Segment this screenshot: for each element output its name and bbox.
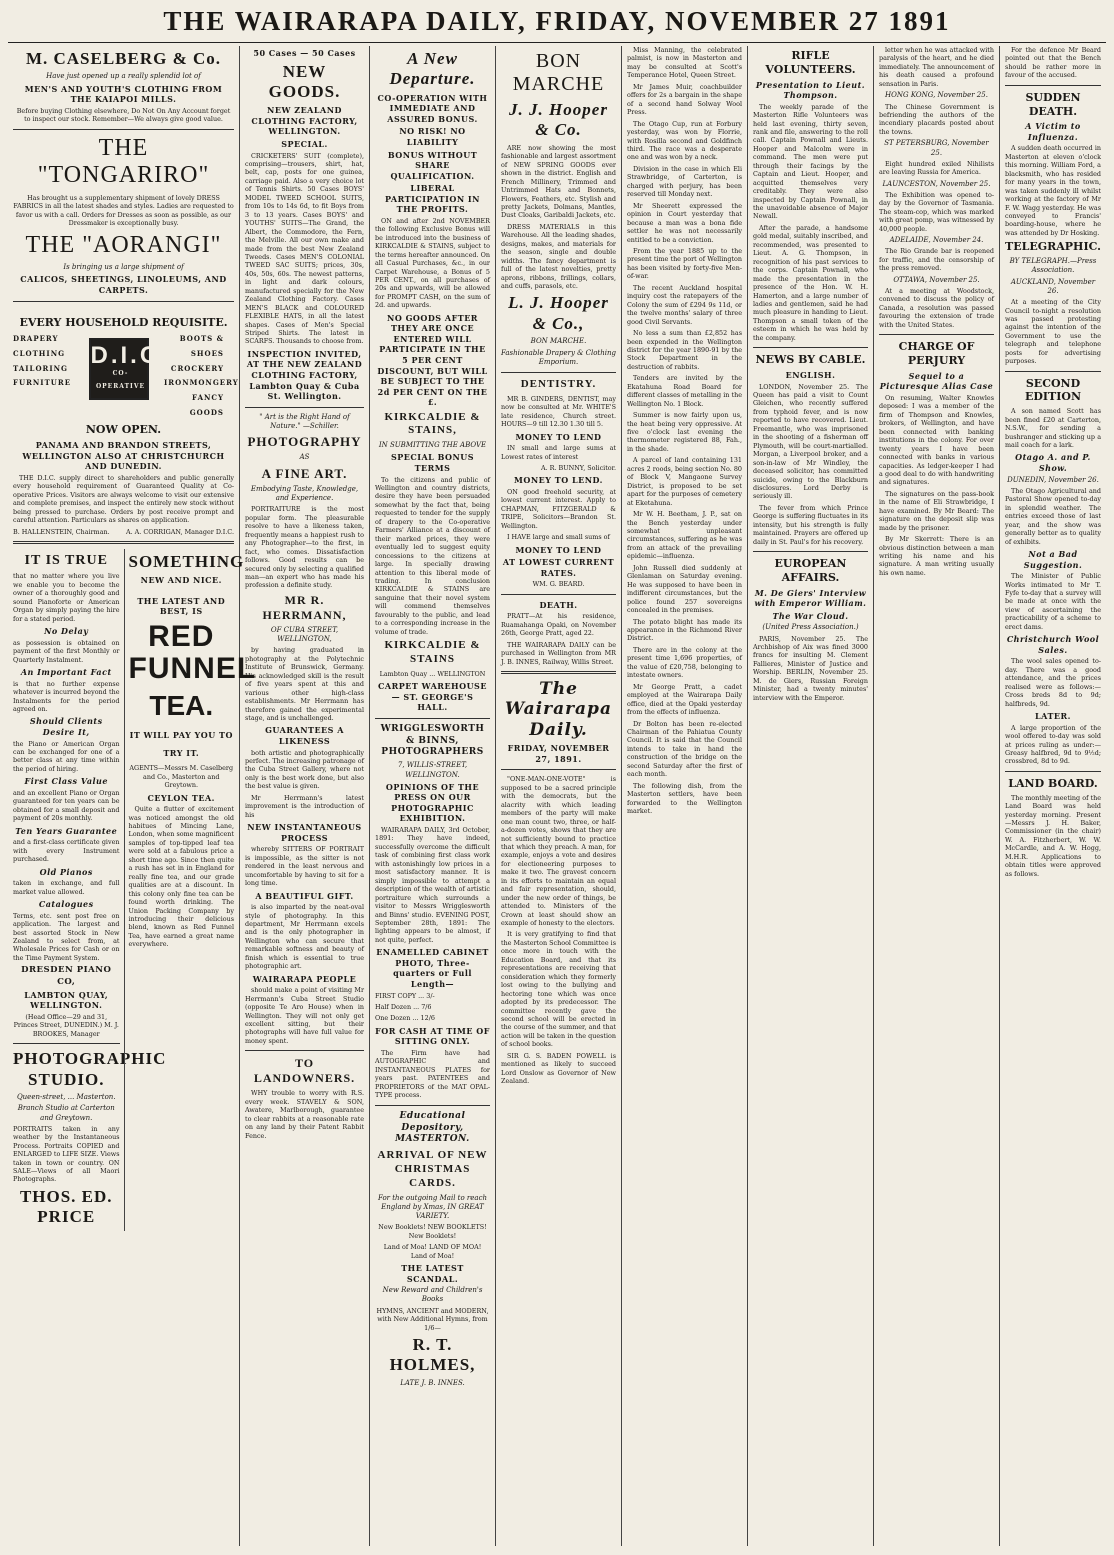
subhead: OPINIONS OF THE PRESS ON OUR PHOTOGRAPHIC EXHIBITION. — [385, 781, 480, 824]
divider — [879, 334, 994, 335]
paragraph: A son named Scott has been fined £20 at Carterton, N.S.W., for sending a bushranger and sticking up a mail coach for a lark. — [1005, 407, 1101, 450]
subhead: BON MARCHE. — [530, 337, 587, 346]
paragraph: The Otago Cup, run at Forbury yesterday, was won by Florrie, with Rosilla second and Goldfinch third. The race was a desperate one and was won by a neck. — [627, 119, 742, 162]
dateline: AUCKLAND, November 26. — [1010, 277, 1096, 295]
paragraph: Mr W. H. Beetham, J. P., sat on the Bench yesterday under somewhat unpleasant circumstances, suffering as he was from an attack of the prevailing epidemic—influenza. — [627, 510, 742, 561]
herrmann-address: OF CUBA STREET, WELLINGTON, — [270, 625, 339, 644]
caselberg-sub: Have just opened up a really splendid lot of — [46, 72, 201, 81]
paragraph: Mr George Pratt, a cadet employed at the Wairarapa Daily office, died at the Opaki yesterday from the effects of influenza. — [627, 682, 742, 717]
paragraph: Mr Herrmann's latest improvement is the introduction of his — [245, 793, 364, 819]
subhead: AT LOWEST CURRENT RATES. — [502, 557, 615, 578]
paragraph: The signatures on the pass-book in the name of Eli Strawbridge, I have examined. By Mr Beard: The signature on the deposit slip was made by the prisoner. — [879, 489, 994, 532]
paragraph: Tenders are invited by the Ekatahuna Road Board for different classes of metalling in the Wellington No. 1 Block. — [627, 374, 742, 408]
subhead: An Important Fact — [20, 667, 112, 678]
caselberg-line: MEN'S AND YOUTH'S CLOTHING FROM THE KAIAPOI MILLS. — [24, 83, 223, 105]
subhead: A Victim to Influenza. — [1025, 121, 1081, 142]
it-will-pay: IT WILL PAY YOU TO TRY IT. — [129, 729, 233, 758]
paragraph: Mr Sheerett expressed the opinion in Court yesterday that because a man was a bona fide settler he was not necessarily entitled to be a conviction. — [627, 201, 742, 244]
educational-title: Educational Depository, MASTERTON. — [395, 1110, 470, 1145]
subhead: LATE J. B. INNES. — [400, 1378, 465, 1387]
paragraph: No less a sum than £2,852 has been expended in the Wellington district for the year 1890-91 by the Stock Department in the destruction of rabbits. — [627, 329, 742, 371]
hooper-title: J. J. Hooper & Co. — [509, 100, 608, 140]
subhead: MONEY TO LEND — [515, 431, 602, 442]
holmes-title: R. T. HOLMES, — [389, 1335, 476, 1375]
paragraph: letter when he was attacked with paralysis of the heart, and he died immediately. The announcement of his death caused a profound sensation in Paris. — [879, 46, 994, 88]
subhead: Christchurch Wool Sales. — [1006, 634, 1100, 655]
subhead: NEW INSTANTANEOUS PROCESS — [247, 822, 362, 843]
divider — [1005, 85, 1101, 86]
list-item: IRONMONGERY — [164, 378, 239, 388]
now-open: NOW OPEN. — [85, 423, 162, 437]
dateline: ADELAIDE, November 24. — [889, 236, 984, 245]
list-item: FURNITURE — [13, 378, 72, 388]
divider — [245, 407, 364, 408]
second-edition-title: SECOND EDITION — [1024, 376, 1082, 404]
dic-logo — [89, 338, 162, 415]
ceylon-text: Quite a flutter of excitement was noticed amongst the old habitues of Mincing Lane, London, when some magnificent samples of top-tipped leaf tea were sold at a fabulous price a short time ago. Since then quite a rush has set in in England for really fine tea, and our grade qualities are at a discount. In this colony only fine tea can be found worth drinking. The Union Packing Company by introducing their delicious blend, known as Red Funnel Tea, have earned a great name everywhere. — [128, 805, 234, 949]
special-text: CRICKETERS' SUIT (complete), comprising—trousers, shirt, hat, belt, cap, posts for one guinea, carriage paid. Also a very choice lot of Tennis Shirts. 50 Cases BOYS' MODEL TWEED SCHOOL SUITS, from 10s to 14s 6d, to fit Boys from 3 to 13 years. Cases BOYS' and YOUTHS' SUITS—The Grand, the Albert, the Commodore, the Fern, the Melville. All our own make and made from the best New Zealand Tweeds. Cases MEN'S COLONIAL TWEED SAC SUITS; prices, 30s, 40s, 50s, 60s. The newest patterns, in light and dark colours, manufactured specially for the New Zealand Clothing Factory. Cases MEN'S BLACK and COLOURED FLEXIBLE HATS, in all the latest shapes. Cases of Men's Special Striped Shirts. The latest in SCARFS. Thousands to choose from. — [245, 151, 364, 346]
paragraph: The monthly meeting of the Land Board was held yesterday morning. Present—Messrs J. H. Baker, Commissioner (in the chair) W. A. Fitzherbert, W. W. McCardle, and A. W. Hogg, M.H.R. Applications to obtain titles were approved as follows. — [1005, 793, 1101, 878]
subhead: Ten Years Guarantee — [15, 825, 118, 836]
subhead: Not a Bad Suggestion. — [1023, 548, 1083, 570]
subhead: CO-OPERATION WITH IMMEDIATE AND ASSURED BONUS. — [377, 92, 488, 124]
subhead: NO RISK! NO LIABILITY — [399, 126, 466, 147]
subhead: First Class Value — [24, 776, 108, 787]
paragraph: The Rio Grande bar is reopened for traffic, and the censorship of the press removed. — [879, 247, 994, 273]
masthead-rule — [8, 42, 1106, 43]
paragraph: PORTRAITURE is the most popular form. The pleasurable resolve to have a likeness taken, frequently means a happiest rush to any Photographer—to the first, in fact, who comes. Dissatisfaction follows. Good results can be secured only by selecting a qualified man—an expert who has made his profession a definite study. — [245, 505, 364, 590]
paragraph: and a first-class certificate given with every Instrument purchased. — [13, 838, 120, 864]
subhead: LIBERAL PARTICIPATION IN THE PROFITS. — [385, 183, 480, 215]
divider — [501, 769, 616, 770]
dresden-title: DRESDEN PIANO CO, — [21, 965, 112, 987]
divider — [13, 541, 234, 544]
subhead: BY TELEGRAPH.—Press Association. — [1009, 257, 1097, 275]
subhead: ENGLISH. — [785, 370, 836, 381]
subhead: No Delay — [44, 626, 89, 637]
paragraph: At a meeting at Woodstock, convened to discuss the policy of Canada, a resolution was passed favouring the extension of trade with the United States. — [879, 287, 994, 329]
paragraph: DRESS MATERIALS in this Warehouse. All the leading shades, designs, makes, and materials for the season, single and double widths. The fancy department is full of the latest novelties, pretty aprons, ribbons, frillings, collars, and cuffs, parasols, etc. — [501, 222, 616, 291]
subhead: ENAMELLED CABINET PHOTO, Three-quarters or Full Length— — [376, 947, 489, 989]
aorangi-line: CALICOS, SHEETINGS, LINOLEUMS, AND CARPETS. — [20, 274, 227, 295]
list-item: CROCKERY — [170, 363, 224, 373]
paragraph: A sudden death occurred in Masterton at eleven o'clock this morning. William Ford, a blacksmith, who has resided for many years in the town, was taken suddenly ill whilst working at the factory of Mr F. W. Wagg yesterday. He was conveyed to Francis' boarding-house, where he was attended by Dr Hosking. — [1005, 144, 1101, 237]
column-8 — [1000, 46, 1106, 1546]
paragraph: After the parade, a handsome gold medal, suitably inscribed, and recommended, was presented to Lieut. A. G. Thompson, in recognition of his past services to the corps. Captain Pownall, who made the presentation in the presence of the Hon. W. H. Hamerton, and a large number of ladies and gentlemen, said he had much pleasure in handing to Lieut. Thompson a small token of the esteem in which he was held by the company. — [753, 223, 868, 342]
paragraph: WAIRARAPA DAILY, 3rd October, 1891: They have indeed, successfully overcome the difficult task of combining first class work with astonishingly low prices in a most satisfactory manner. It is simply impossible to attempt a description of the wealth of artistic portraiture which surrounds a visitor to Messrs Wrigglesworth and Binns' studio. EVENING POST, September 28th, 1891: The lighting appears to be almost, if not quite, perfect. — [375, 826, 490, 944]
paragraph: Dr Bolton has been re-elected Chairman of the Pahiatua County Council. It is said that the Council intends to take in hand the construction of the bridge on the second Saturday after the first of each month. — [627, 719, 742, 779]
paragraph: LONDON, November 25. The Queen has paid a visit to Count Gleichen, who recently suffered from typhoid fever, and is now reported to have recovered. Lieut. Freemantle, who was imprisoned in the shooting of a fisherman off Plymouth, will be court-martialled. Morgan, a Liverpool broker, and a son-in-law of Mr Windley, the deceased solicitor, has committed suicide, owing to the Blackburn disclosures. Lord Derby is seriously ill. — [753, 382, 868, 501]
subhead: (United Press Association.) — [762, 623, 859, 632]
paragraph: the Piano or American Organ can be exchanged for one of a better class at any time within the period of hiring. — [13, 739, 120, 773]
paragraph: The Firm have had AUTOGRAPHIC and INSTANTANEOUS PLATES for years past. PATENTEES and PROPRIETORS of the MAT OPAL-TYPE process. — [375, 1049, 490, 1100]
paragraph: By Mr Skerrett: There is an obvious distinction between a man writing his name and his signature. A man writing usually his own name. — [879, 535, 994, 577]
paragraph: MR B. GINDERS, DENTIST, may now be consulted at Mr. WHITE'S late residence, Church street. HOURS—9 till 12.30 1.30 till 5. — [501, 394, 616, 429]
paragraph: and an excellent Piano or Organ guaranteed for ten years can be obtained for a small deposit and payment of 20s monthly. — [13, 788, 120, 823]
subhead: Presentation to Lieut. Thompson. — [755, 79, 866, 101]
quote: " Art is the Right Hand of Nature." —Schiller. — [259, 412, 350, 430]
paragraph: The Minister of Public Works intimated to Mr T. Fyfe to-day that a survey will be made at once with the view of ascertaining the practicability of a scheme to erect dams. — [1005, 572, 1101, 631]
requisite-title: EVERY HOUSEHOLD REQUISITE. — [19, 315, 228, 329]
paragraph: as possession is obtained on payment of the first Monthly or Quarterly Instalment. — [13, 638, 120, 664]
studio-branch: Branch Studio at Carterton and Greytown. — [17, 1104, 115, 1122]
ceylon-title: CEYLON TEA. — [147, 792, 215, 803]
list-item: DRAPERY — [13, 334, 59, 344]
date-line: FRIDAY, NOVEMBER 27, 1891. — [507, 743, 610, 764]
divider — [753, 551, 868, 552]
paragraph: ON good freehold security, at lowest current interest. Apply to CHAPMAN, FITZGERALD & TRIPE, Solicitors—Brandon St. Wellington. — [501, 487, 616, 530]
subhead: GUARANTEES A LIKENESS — [265, 725, 344, 746]
paragraph: should make a point of visiting Mr Herrmann's Cuba Street Studio (opposite Te Aro House) when in Wellington. They will not only get excellent sitting, but their photographs will have full value for money spent. — [245, 986, 364, 1045]
paragraph: Land of Moa! LAND OF MOA! Land of Moa! — [383, 1243, 482, 1260]
divider — [245, 1050, 364, 1051]
rifle-title: RIFLE VOLUNTEERS. — [765, 49, 856, 76]
dic-logo-text: D.I.C — [90, 342, 161, 370]
column-4 — [496, 46, 622, 1546]
subhead: Sequel to a Picturesque Alias Case — [879, 370, 994, 392]
paragraph: A large proportion of the wool offered to-day was sold at prices ruling as under:—Greasy halfbred, 9d to 9½d; crossbred, 8d to 9d. — [1005, 723, 1101, 766]
telegraphic-title: TELEGRAPHIC. — [1005, 240, 1101, 254]
dateline: HONG KONG, November 25. — [885, 91, 988, 100]
subhead: CARPET WAREHOUSE— ST. GEORGE'S HALL. — [378, 681, 487, 713]
page-columns — [8, 46, 1106, 1546]
paragraph: I HAVE large and small sums of — [507, 533, 610, 542]
aorangi-sub: Is bringing us a large shipment of — [63, 263, 184, 272]
red-funnel-title: RED FUNNEL — [128, 620, 257, 685]
divider — [1005, 771, 1101, 772]
divider — [13, 301, 234, 302]
price-line: One Dozen ... 12/6 — [375, 1014, 435, 1023]
as: AS — [299, 453, 310, 462]
agents: AGENTS—Messrs M. Caselberg and Co., Masterton and Greytown. — [129, 764, 234, 790]
subhead: Catalogues — [38, 899, 94, 910]
paragraph: is also imparted by the neat-oval style of photography. In this department, Mr Herrmann excels and is the only photographer in Wellington who can secure that remarkable softness and beauty of finish which is essential to true photographic art. — [245, 903, 364, 971]
paragraph: Mr James Muir, coachbuilder offers for 2s a bargain in the shape of a second hand Solway Wool Press. — [627, 82, 742, 117]
paragraph: The weekly parade of the Masterton Rifle Volunteers was held last evening, thirty seven, rank and file, answering to the roll call. Captain Pownall and Lieuts. Hooper and Malcolm were in command. The men were put through their facings by the Captain and Lieut. Hooper, and acquitted themselves very creditably. They were also inspected by Captain Pownall, in the unavoidable absence of Major Newall. — [753, 102, 868, 221]
tongariro-title: THE "TONGARIRO" — [37, 134, 210, 189]
paragraph: taken in exchange, and full market value allowed. — [13, 879, 120, 896]
subhead: MONEY TO LEND — [515, 544, 602, 555]
kirkcaldie-title: KIRKCALDIE & STAINS, — [384, 410, 481, 437]
paragraph: ON and after 2nd NOVEMBER the following Exclusive Bonus will be introduced into the business of KIRKCALDIE & STAINS, subject to the terms hereafter announced. On all Casual Purchases, &c., in our Carpet Warehouse, a Bonus of 5 PER CENT., on all purchases of 20s and upwards, will be allowed for PROMPT CASH, on the sum of 2d. and upwards. — [375, 216, 490, 310]
kirkcaldie-title: KIRKCALDIE & STAINS — [384, 639, 481, 665]
subhead: IN SUBMITTING THE ABOVE — [378, 441, 487, 450]
paragraph: A parcel of land containing 131 acres 2 roods, being section No. 80 of Block V, Mangaone Survey District, is proposed to be set apart for the purposes of cemetery at Eketahuna. — [627, 456, 742, 507]
divider — [501, 372, 616, 373]
sudden-title: SUDDEN DEATH. — [1025, 90, 1081, 118]
divider — [1005, 371, 1101, 372]
factory-title: NEW ZEALAND CLOTHING FACTORY, WELLINGTON. — [251, 105, 358, 137]
paragraph: Miss Manning, the celebrated palmist, is now in Masterton and may be consulted at Scott's Temperance Hotel, Queen Street. — [627, 46, 742, 80]
paragraph: Eight hundred exiled Nihilists are leaving Russia for America. — [879, 159, 994, 177]
dresden-address: LAMBTON QUAY, WELLINGTON. — [24, 989, 109, 1011]
caselberg-note: Before buying Clothing elsewhere, Do Not On Any Account forget to inspect our stock. Remember—We always give good value. — [16, 106, 231, 124]
paragraph: both artistic and photographically perfect. The increasing patronage of the Cuba Street Gallery, where not only is the best work done, but also the best value is given. — [245, 748, 364, 791]
dic-left-list — [13, 332, 73, 420]
divider — [13, 1043, 120, 1044]
column-1 — [8, 46, 257, 1546]
subhead: A BEAUTIFUL GIFT. — [255, 890, 354, 901]
fine-art-sub: Embodying Taste, Knowledge, and Experience. — [250, 484, 359, 503]
european-title: EUROPEAN AFFAIRS. — [774, 557, 847, 584]
fine-art-title: A FINE ART. — [261, 465, 348, 481]
price-name: THOS. ED. PRICE — [19, 1186, 113, 1227]
dic-ad — [13, 332, 239, 420]
column-3 — [370, 46, 496, 1546]
dic-address: PANAMA AND BRANDON STREETS, WELLINGTON ALSO AT CHRISTCHURCH AND DUNEDIN. — [22, 440, 225, 472]
aorangi-title: THE "AORANGI" — [25, 231, 222, 258]
paragraph: WM. G. BEARD. — [532, 580, 585, 589]
dic-text: THE D.I.C. supply direct to shareholders and public generally every household requirement of Guaranteed Quality at Co-operative Prices. Visitors are always welcome to visit our extensive and complete premises, and inspect the entirely new stock without being pressed to purchase. Orders by post receive prompt and careful attention. Particulars as shares on application. — [13, 473, 234, 525]
paragraph: New Booklets! NEW BOOKLETS! New Booklets! — [378, 1223, 487, 1240]
paragraph: It is very gratifying to find that the Masterton School Committee is once more in touch with the Education Board, and that its representations are receiving that consideration which they formerly lost owing to the bullying and hectoring tone which was once adopted by its predecessor. The committee recently gave the second school will be erected in the course of the summer, and that action will be taken in the question of school books. — [501, 930, 616, 1049]
photography-title: PHOTOGRAPHY — [247, 434, 362, 450]
herrmann-title: MR R. HERRMANN, — [262, 592, 347, 622]
death-title: DEATH. — [539, 599, 578, 610]
paragraph: IN small and large sums at Lowest rates of interest — [501, 444, 616, 461]
subhead: BONUS WITHOUT SHARE QUALIFICATION. — [387, 149, 478, 181]
news-cable-title: NEWS BY CABLE. — [755, 353, 866, 367]
column-7 — [874, 46, 1000, 1546]
paragraph: THE WAIRARAPA DAILY can be purchased in Wellington from MR J. B. INNES, Railway, Willis Street. — [501, 640, 616, 666]
dic-signatures — [13, 528, 234, 536]
paragraph: whereby SITTERS OF PORTRAIT is impossible, as the sitter is not rendered in the least nervous and uncomfortable by having to sit for a long time. — [245, 845, 364, 888]
divider — [375, 1105, 490, 1106]
paper-title: The Wairarapa Daily. — [505, 679, 612, 740]
column-2 — [240, 46, 370, 1546]
price-line: Half Dozen ... 7/6 — [375, 1003, 432, 1011]
paragraph: by having graduated in photography at the Polytechnic Institute of Brunswick, Germany. His acknowledged skill is the result of five years spent at this and various other high-class establishments. Mr Herrmann has therefore gained the experimental stage, and is unchallenged. — [245, 646, 364, 722]
departure-title: A New Departure. — [389, 49, 476, 89]
true-text: that no matter where you live we enable you to become the owner of a thoroughly good and sound Pianoforte or American Organ by simply paying the hire for a stated period. — [13, 572, 120, 623]
paragraph: Terms, etc. sent post free on application. The largest and best assorted Stock in New Zealand to select from, at Wholesale Prices for Cash or on the Time Payment System. — [13, 911, 120, 962]
something-title: SOMETHING — [128, 551, 245, 571]
wrigglesworth-title: WRIGGLESWORTH & BINNS, PHOTOGRAPHERS — [380, 723, 485, 758]
paragraph: ARE now showing the most fashionable and largest assortment of NEW SPRING GOODS ever shown in the district. English and French Millinery, Trimmed and Untrimmed Hats and Bonnets, Flowers, Feathers, etc. Stylish and pretty Jackets, Dolmans, Mantles, Dust Cloaks, Garibaldi Jackets, etc. — [501, 143, 616, 220]
signature-right: A. A. CORRIGAN, Manager D.I.C. — [125, 527, 234, 536]
paragraph: HYMNS, ANCIENT and MODERN, with New Additional Hymns, from 1/6— — [376, 1306, 489, 1332]
subhead: For the outgoing Mail to reach England by Xmas, IN GREAT VARIETY. — [377, 1193, 488, 1221]
column-1-split — [13, 549, 257, 1231]
subhead: MONEY TO LEND. — [514, 475, 603, 486]
hooper-title: L. J. Hooper & Co., — [508, 293, 609, 333]
paragraph: A. R. BUNNY, Solicitor. — [540, 463, 616, 472]
paragraph: The following dish, from the Masterton settlers, have been forwarded to the Wellington market. — [627, 781, 742, 816]
paragraph: The fever from which Prince George is suffering fluctuates in its intensity, but his strength is fully maintained. Prayers are offered up daily in St. Paul's for his recovery. — [753, 503, 868, 546]
landowners-title: TO LANDOWNERS. — [253, 1056, 356, 1086]
dentistry-title: DENTISTRY. — [520, 377, 597, 390]
paragraph: PRATT—At his residence, Ruamahanga Opaki, on November 26th, George Pratt, aged 22. — [501, 612, 616, 638]
true-title: IT IS TRUE — [24, 552, 108, 568]
paragraph: The Exhibition was opened to-day by the Governor of Tasmania. The steam-cop, which was marked with great pomp, was witnessed by 40,000 people. — [879, 190, 994, 233]
new-goods-title: NEW GOODS. — [268, 61, 341, 101]
subhead: 7, WILLIS-STREET, WELLINGTON. — [397, 761, 468, 779]
arrival-title: ARRIVAL OF NEW CHRISTMAS CARDS. — [377, 1149, 488, 1189]
paragraph: SIR G. S. BADEN POWELL is mentioned as likely to succeed Lord Onslow as Governor of New Zealand. — [501, 1051, 616, 1086]
perjury-title: CHARGE OF PERJURY — [898, 340, 975, 368]
subhead: NO GOODS AFTER THEY ARE ONCE ENTERED WILL PARTICIPATE IN THE 5 PER CENT DISCOUNT, BUT WILL BE SUBJECT TO THE 2d PER CENT ON THE £. — [377, 312, 488, 408]
paragraph: On resuming, Walter Knowles deposed: I was a member of the firm of Thompson and Knowles, brokers, of Wellington, and have been connected with banking institutions in the colony. For over twenty years I have been connected with banks in various capacities. As ledger-keeper I had a good deal to do with handwriting and signatures. — [879, 393, 994, 487]
price-line: FIRST COPY ... 3/- — [375, 991, 435, 1000]
cases-label: 50 Cases — 50 Cases — [253, 48, 356, 58]
list-item: TAILORING — [13, 363, 69, 373]
subhead: THE LATEST SCANDAL. — [401, 1263, 464, 1284]
dic-right-list — [164, 332, 239, 420]
studio-address: Queen-street, ... Masterton. — [16, 1093, 116, 1102]
paragraph: To the citizens and public of Wellington and country districts, desire they have been persuaded somewhat by the fact that, being requested to tender for the supply of drapery to the Co-operative Farmers' Alliance at a discount of their marked prices, they were eventually led to suggest equity concessions to the citizens at large. In specially drawing attention to this liberal mode of trading. In conclusion KIRKCALDIE & STAINS are sanguine that their novel system will commend themselves favourably to the public, and lead to a corresponding increase in the volume of trade. — [375, 475, 490, 636]
masthead: THE WAIRARAPA DAILY, FRIDAY, NOVEMBER 27 1891 — [163, 6, 951, 36]
paragraph: The Chinese Government is befriending the authors of the incendiary placards posted about the towns. — [879, 102, 994, 136]
subhead: New Reward and Children's Books — [382, 1286, 483, 1304]
tea-title: TEA. — [149, 690, 214, 722]
divider — [501, 594, 616, 595]
subhead: Fashionable Drapery & Clothing Emporium. — [501, 348, 616, 366]
subhead: SPECIAL BONUS TERMS — [390, 452, 475, 473]
paragraph: Summer is now fairly upon us, the heat being very oppressive. At five o'clock last evening the thermometer registered 88, Fah., in the shade. — [627, 411, 742, 453]
divider — [501, 671, 616, 674]
subhead: FOR CASH AT TIME OF SITTING ONLY. — [375, 1025, 490, 1047]
paragraph: John Russell died suddenly at Glenlaman on Saturday evening. He was supposed to have been in indifferent circumstances, but the police found 257 sovereigns concealed in the premises. — [627, 563, 742, 615]
signature-left: B. HALLENSTEIN, Chairman. — [13, 527, 110, 536]
list-item: BOOTS & SHOES — [179, 334, 224, 358]
paragraph: The recent Auckland hospital inquiry cost the ratepayers of the Colony the sum of £294 9s 11d, or the twelve months' salary of three good Civil Servants. — [627, 283, 742, 326]
inspection: INSPECTION INVITED, AT THE NEW ZEALAND CLOTHING FACTORY, Lambton Quay & Cuba St. Wellington. — [246, 348, 363, 402]
paragraph: Lambton Quay ... WELLINGTON — [379, 669, 486, 678]
paragraph: The Otago Agricultural and Pastoral Show opened to-day in splendid weather. The entries exceed those of last year, and the show was generally better as to quality of exhibits. — [1005, 486, 1101, 546]
photo-studio-title: PHOTOGRAPHIC STUDIO. — [13, 1049, 167, 1089]
land-board-title: LAND BOARD. — [1008, 776, 1098, 790]
new-nice: NEW AND NICE. — [140, 575, 222, 586]
paragraph: PARIS, November 25. The Archbishop of Aix was fined 3000 francs for insulting M. Clement Fallieres, Minister of Justice and Worship. BERLIN, November 25. M. de Giers, Russian Foreign Minister, had a twenty minutes' interview with the Emperor. — [753, 634, 868, 702]
subhead: The War Cloud. — [772, 610, 849, 621]
paragraph: WHY trouble to worry with R.S. every week. STAVELY & SON, Awatere, Marlborough, guarantee to clear rabbits at a reasonable rate on any land by their Patent Rabbit Fence. — [245, 1089, 364, 1140]
subhead: Should Clients Desire It, — [29, 716, 103, 738]
red-funnel-ad — [124, 549, 257, 1231]
list-item: FANCY GOODS — [189, 393, 224, 417]
subhead: Otago A. and P. Show. — [1015, 452, 1091, 474]
subhead: Old Pianos — [39, 866, 93, 877]
dateline: OTTAWA, November 25. — [893, 275, 980, 284]
dic-logo-stores: STORES — [90, 399, 162, 415]
paragraph: At a meeting of the City Council to-night a resolution was passed protesting against the intention of the Government to use the telegraph and telephone posts for advertising purposes. — [1005, 298, 1101, 366]
column-5 — [622, 46, 748, 1546]
tongariro-text: Has brought us a supplementary shipment of lovely DRESS FABRICS in all the latest shades and styles. Ladies are requested to favor us with a call. Orders for Dresses as soon as possible, as our Dressmaker is exceptionally busy. — [13, 193, 234, 228]
paragraph: The wool sales opened to-day. There was a good attendance, and the prices realised were as follows:—Cross breds 8d to 9d; halfbreds, 9d. — [1005, 657, 1101, 708]
dic-logo-sub: CO-OPERATIVE — [95, 370, 146, 390]
subhead: LATER. — [1035, 711, 1071, 722]
divider — [13, 129, 234, 130]
dateline: DUNEDIN, November 26. — [1007, 475, 1099, 484]
paragraph: For the defence Mr Beard pointed out that the Bench should be rather more in favour of the accused. — [1005, 46, 1101, 80]
caselberg-title: M. CASELBERG & Co. — [25, 49, 222, 68]
divider — [753, 347, 868, 348]
paragraph: Division in the case in which Eli Strawbridge, of Carterton, is charged with perjury, has been reserved till Monday next. — [627, 164, 742, 199]
paragraph: From the year 1885 up to the present time the port of Wellington has been visited by forty-five Men-of-war. — [627, 246, 742, 281]
dateline: ST PETERSBURG, November 25. — [884, 139, 989, 157]
subhead: M. De Giers' Interview with Emperor William. — [754, 587, 867, 609]
list-item: CLOTHING — [13, 348, 66, 358]
column-6 — [748, 46, 874, 1546]
dresden-office: (Head Office—29 and 31, Princes Street, DUNEDIN.) M. J. BROOKES, Manager — [13, 1012, 119, 1038]
subhead: WAIRARAPA PEOPLE — [252, 973, 357, 984]
special-title: SPECIAL. — [281, 138, 328, 149]
dateline: LAUNCESTON, November 25. — [882, 179, 991, 188]
paragraph: "ONE-MAN-ONE-VOTE" is supposed to be a sacred principle with the democrats, but the alacrity with which leading members of the party will make one man count two, three, or half-a-dozen votes, shows that they are not sufficiently bound to practice that which they preach. A man, for example, enjoys a vote and desires for electioneering purposes to make it two. The gravest concern in its efforts to maintain an equal and fair representation, should, under the new order of things, be attended to. Ministers of the Crown at least should show an example of honesty to the electors. — [501, 775, 616, 928]
dresden-ad — [13, 549, 167, 1231]
studio-text: PORTRAITS taken in any weather by the Instantaneous Process. Portraits COPIED and ENLARGED to LIFE SIZE. Views taken in town or country. ON SALE—Views of all Maori Photographs. — [13, 1124, 120, 1184]
paragraph: is that no further expense whatever is incurred beyond the Instalments for the period agreed on. — [13, 679, 120, 714]
bon-marche-title: BON MARCHE — [512, 50, 605, 95]
paragraph: The potato blight has made its appearance in the Richmond River District. — [627, 617, 742, 643]
paragraph: There are in the colony at the present time 1,696 properties, of the value of £20,758, belonging to intestate owners. — [627, 645, 742, 680]
latest-best: THE LATEST AND BEST, IS — [137, 595, 226, 617]
divider — [375, 718, 490, 719]
